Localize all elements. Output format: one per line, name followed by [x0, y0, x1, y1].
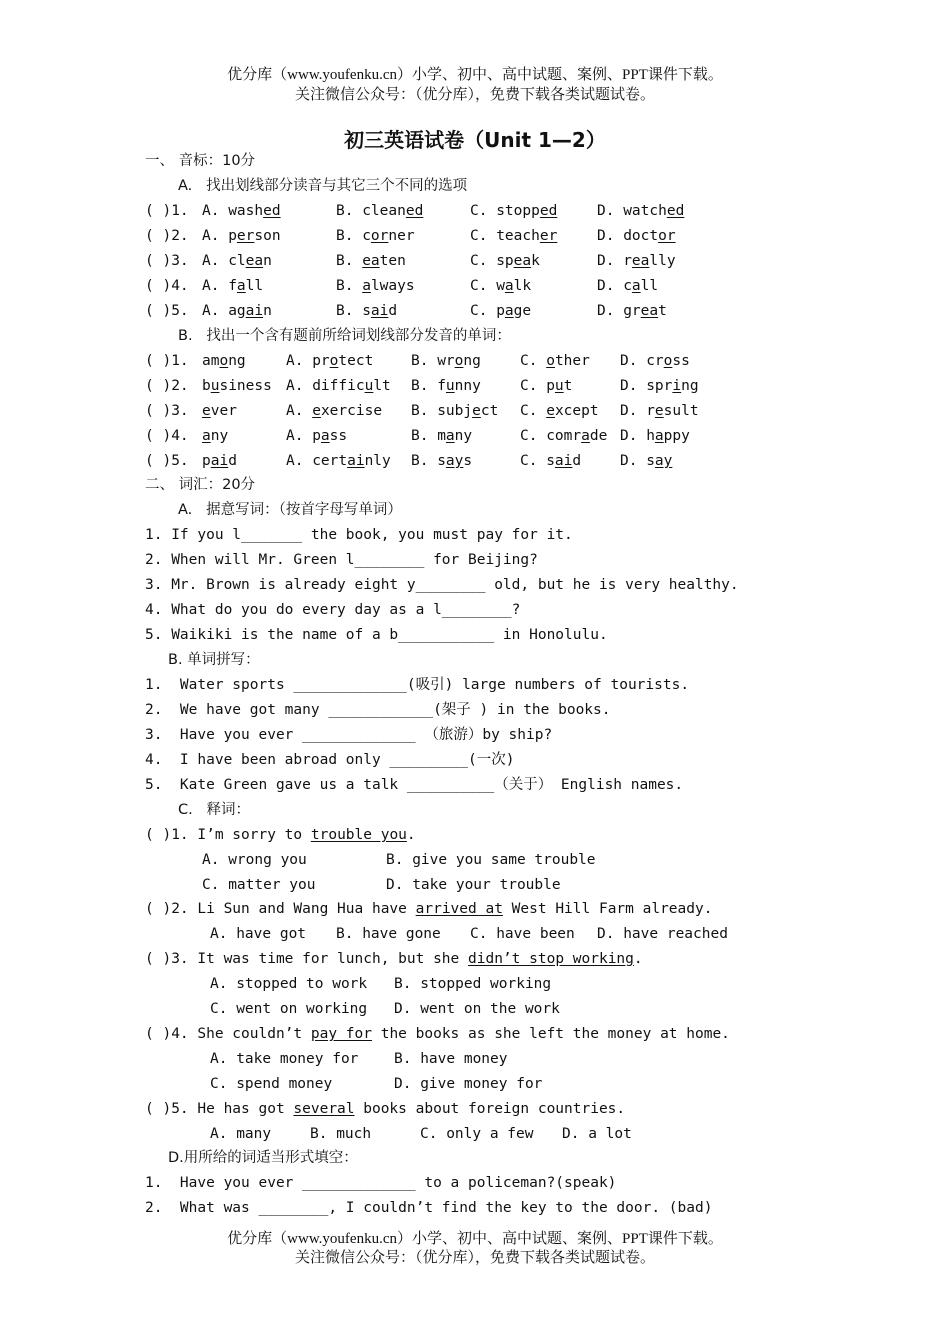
option-text: A. clean [202, 253, 272, 269]
option-text: A. certainly [286, 453, 391, 469]
part1-b-question-number: ( )4. [145, 428, 189, 444]
part2-c-option: A. many [210, 1126, 272, 1142]
part1-a-option [202, 252, 272, 270]
part2-a-item-4: 4. What do you do every day as a l________? [145, 602, 521, 618]
part1-b-option [286, 352, 373, 370]
part1-a-option [336, 202, 423, 220]
part1-b-option [620, 402, 699, 420]
part1-b-option [620, 377, 699, 395]
option-text: D. really [597, 253, 676, 269]
part2-b-item-5: 5. Kate Green gave us a talk __________（关于） English names. [145, 777, 684, 793]
header-line-1: 优分库（www.youfenku.cn）小学、初中、高中试题、案例、PPT课件下载。 [227, 67, 723, 83]
part1-b-option [411, 377, 481, 395]
part2-c-option: D. a lot [562, 1126, 632, 1142]
part2-c-option: D. went on the work [394, 1001, 560, 1017]
given-word: among [202, 353, 246, 369]
option-text: B. subject [411, 403, 499, 419]
option-text: A. protect [286, 353, 374, 369]
option-text: B. funny [411, 378, 481, 394]
part1-b-option [620, 452, 672, 470]
option-text: A. difficult [286, 378, 391, 394]
option-text: D. great [597, 303, 667, 319]
part1-a-option [336, 252, 406, 270]
part2-b-item-3: 3. Have you ever _____________ （旅游）by ship? [145, 727, 553, 743]
part1-b-option [286, 427, 347, 445]
part2-c-question [145, 1025, 730, 1043]
part1-a-option [597, 277, 658, 295]
part2-c-option: B. give you same trouble [386, 852, 596, 868]
part1-heading: 一、 音标：10分 [145, 153, 256, 169]
part2-c-option: C. matter you [202, 877, 316, 893]
part1-a-question-number: ( )3. [145, 253, 189, 269]
part2-c-option: D. take your trouble [386, 877, 561, 893]
option-text: B. eaten [336, 253, 406, 269]
option-text: D. spring [620, 378, 699, 394]
option-text: C. stopped [470, 203, 558, 219]
part2-c-question [145, 950, 643, 968]
part2-d-item-2: 2. What was ________, I couldn’t find the key to the door. (bad) [145, 1200, 713, 1216]
question-stem: ( )1. I’m sorry to trouble you. [145, 827, 416, 843]
part2-c-option: B. have money [394, 1051, 508, 1067]
footer-line-2: 关注微信公众号：（优分库），免费下载各类试题试卷。 [294, 1250, 655, 1266]
question-stem: ( )4. She couldn’t pay for the books as she left the money at home. [145, 1026, 730, 1042]
part2-c-heading: C. 释词： [178, 802, 251, 818]
part1-a-option [597, 227, 676, 245]
part2-b-item-1: 1. Water sports _____________(吸引) large numbers of tourists. [145, 677, 690, 693]
part1-b-option [411, 352, 481, 370]
part1-b-given-word [202, 452, 237, 470]
option-text: D. call [597, 278, 659, 294]
part2-c-option: B. have gone [336, 926, 441, 942]
part1-b-given-word [202, 427, 228, 445]
option-text: D. result [620, 403, 699, 419]
part1-b-question-number: ( )2. [145, 378, 189, 394]
part1-a-option [202, 302, 272, 320]
given-word: any [202, 428, 229, 444]
page-title: 初三英语试卷（Unit 1—2） [344, 128, 606, 152]
part1-b-option [286, 452, 391, 470]
part1-a-question-number: ( )4. [145, 278, 189, 294]
part1-a-option [202, 277, 263, 295]
part1-b-question-number: ( )5. [145, 453, 189, 469]
part2-a-item-1: 1. If you l_______ the book, you must pay for it. [145, 527, 573, 543]
part2-a-item-3: 3. Mr. Brown is already eight y________ old, but he is very healthy. [145, 577, 739, 593]
part1-a-option [470, 202, 557, 220]
part1-b-given-word [202, 377, 272, 395]
question-stem: ( )3. It was time for lunch, but she didn’t stop working. [145, 951, 643, 967]
option-text: B. corner [336, 228, 415, 244]
part1-b-option [520, 402, 599, 420]
question-stem: ( )2. Li Sun and Wang Hua have arrived at West Hill Farm already. [145, 901, 713, 917]
option-text: C. walk [470, 278, 532, 294]
option-text: A. fall [202, 278, 264, 294]
option-text: B. many [411, 428, 473, 444]
option-text: B. wrong [411, 353, 481, 369]
part1-b-option [520, 352, 590, 370]
part2-c-option: C. have been [470, 926, 575, 942]
option-text: C. page [470, 303, 532, 319]
part2-c-option: C. only a few [420, 1126, 534, 1142]
part1-a-option [336, 277, 415, 295]
option-text: C. put [520, 378, 573, 394]
part2-c-option: A. take money for [210, 1051, 359, 1067]
part2-b-item-4: 4. I have been abroad only _________(一次) [145, 752, 515, 768]
part1-a-option [202, 202, 281, 220]
part2-c-option: A. stopped to work [210, 976, 368, 992]
part2-c-question [145, 826, 416, 844]
part2-a-heading: A. 据意写词：（按首字母写单词） [178, 502, 402, 518]
option-text: C. speak [470, 253, 540, 269]
option-text: C. said [520, 453, 582, 469]
part1-b-given-word [202, 402, 237, 420]
part2-a-item-5: 5. Waikiki is the name of a b___________ in Honolulu. [145, 627, 608, 643]
part1-b-question-number: ( )3. [145, 403, 189, 419]
part1-a-option [336, 227, 415, 245]
part2-c-question [145, 1100, 625, 1118]
part2-c-question [145, 900, 712, 918]
part2-b-item-2: 2. We have got many ____________(架子 ) in the books. [145, 702, 611, 718]
part1-a-option [597, 252, 676, 270]
option-text: D. doctor [597, 228, 676, 244]
part2-c-option: D. give money for [394, 1076, 543, 1092]
part1-a-option [597, 202, 684, 220]
part1-b-option [520, 452, 581, 470]
part1-b-option [411, 402, 498, 420]
part2-d-heading: D.用所给的词适当形式填空： [168, 1150, 358, 1166]
option-text: D. watched [597, 203, 685, 219]
option-text: D. happy [620, 428, 690, 444]
part2-c-option: A. have got [210, 926, 307, 942]
part1-a-option [202, 227, 281, 245]
option-text: B. always [336, 278, 415, 294]
part1-a-question-number: ( )5. [145, 303, 189, 319]
part2-heading: 二、 词汇：20分 [145, 477, 256, 493]
option-text: C. teacher [470, 228, 558, 244]
part2-c-option: D. have reached [597, 926, 728, 942]
part1-b-option [286, 402, 382, 420]
part2-d-item-1: 1. Have you ever _____________ to a policeman?(speak) [145, 1175, 617, 1191]
option-text: B. said [336, 303, 398, 319]
question-stem: ( )5. He has got several books about foreign countries. [145, 1101, 626, 1117]
part1-b-option [520, 377, 572, 395]
part1-b-question-number: ( )1. [145, 353, 189, 369]
part1-b-option [620, 352, 690, 370]
given-word: paid [202, 453, 237, 469]
part1-a-question-number: ( )1. [145, 203, 189, 219]
option-text: B. says [411, 453, 473, 469]
option-text: C. comrade [520, 428, 608, 444]
given-word: ever [202, 403, 237, 419]
part1-a-option [336, 302, 397, 320]
option-text: C. except [520, 403, 599, 419]
part2-c-option: C. went on working [210, 1001, 368, 1017]
part1-b-heading: B. 找出一个含有题前所给词划线部分发音的单词： [178, 328, 511, 344]
option-text: A. pass [286, 428, 348, 444]
footer-line-1: 优分库（www.youfenku.cn）小学、初中、高中试题、案例、PPT课件下载。 [227, 1231, 723, 1247]
part2-c-option: A. wrong you [202, 852, 307, 868]
part1-a-option [470, 302, 531, 320]
option-text: A. person [202, 228, 281, 244]
part1-b-option [411, 452, 472, 470]
given-word: business [202, 378, 272, 394]
header-line-2: 关注微信公众号：（优分库），免费下载各类试题试卷。 [294, 87, 655, 103]
part2-c-option: C. spend money [210, 1076, 333, 1092]
option-text: D. cross [620, 353, 690, 369]
option-text: A. again [202, 303, 272, 319]
part2-c-option: B. stopped working [394, 976, 552, 992]
part1-a-heading: A. 找出划线部分读音与其它三个不同的选项 [178, 178, 468, 194]
option-text: C. other [520, 353, 590, 369]
part1-a-option [470, 277, 531, 295]
option-text: B. cleaned [336, 203, 424, 219]
part1-b-option [286, 377, 391, 395]
option-text: A. washed [202, 203, 281, 219]
part2-b-heading: B. 单词拼写： [168, 652, 260, 668]
part1-b-option [411, 427, 472, 445]
option-text: D. say [620, 453, 673, 469]
part1-a-option [470, 252, 540, 270]
part1-a-option [597, 302, 667, 320]
part1-b-given-word [202, 352, 246, 370]
part1-a-question-number: ( )2. [145, 228, 189, 244]
part2-a-item-2: 2. When will Mr. Green l________ for Beijing? [145, 552, 538, 568]
part1-a-option [470, 227, 557, 245]
option-text: A. exercise [286, 403, 383, 419]
part1-b-option [620, 427, 690, 445]
part1-b-option [520, 427, 607, 445]
part2-c-option: B. much [310, 1126, 372, 1142]
